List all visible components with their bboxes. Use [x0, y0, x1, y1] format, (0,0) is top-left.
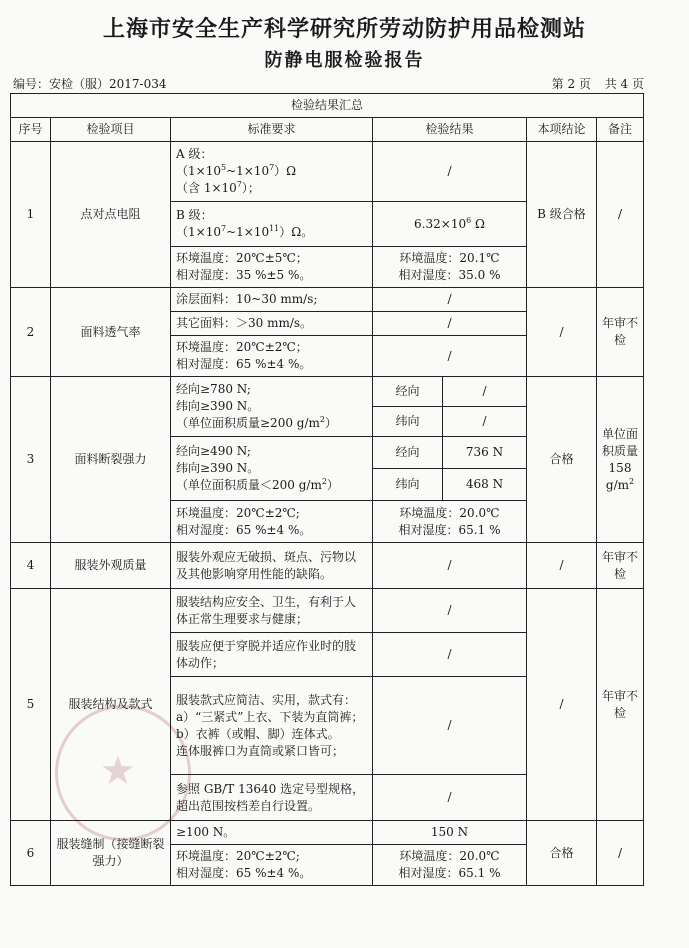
report-title: 防静电服检验报告	[264, 50, 425, 71]
table-caption: 检验结果汇总	[11, 94, 644, 118]
col-header-remark: 备注	[597, 118, 644, 142]
col-header-result: 检验结果	[373, 118, 527, 142]
row-no: 1	[11, 142, 51, 288]
table-row	[11, 142, 644, 202]
table-row: 纬向 /	[11, 407, 644, 437]
row-remark: 单位面积质量158 $g/m^2$	[597, 377, 644, 543]
result-cell: /	[373, 142, 527, 202]
org-title: 上海市安全生产科学研究所劳动防护用品检测站	[102, 16, 586, 42]
report-serial: 编号：安检（服）2017-034	[13, 77, 167, 91]
page-number: 第 2 页	[551, 77, 591, 91]
col-header-requirement: 标准要求	[171, 118, 373, 142]
col-header-conclusion: 本项结论	[527, 118, 597, 142]
results-table	[10, 93, 644, 886]
table-row: 4 服装外观质量 服装外观应无破损、斑点、污物以及其他影响穿用性能的缺陷。 / / 年审不检	[11, 543, 644, 589]
table-row: 环境温度：20℃±2℃; 相对湿度：65 %±4 %。 环境温度：20.0℃ 相对湿度：65.1 %	[11, 845, 644, 886]
table-header-row	[11, 118, 644, 142]
table-row: 纬向 468 N	[11, 469, 644, 501]
table-row: 环境温度：20℃±2℃; 相对湿度：65 %±4 %。 环境温度：20.0℃ 相对湿度：65.1 %	[11, 501, 644, 543]
table-row: 服装款式应简洁、实用，款式有： a）“三紧式”上衣、下装为直筒裤； b）衣裤（或帽、脚）连体式。 连体服裤口为直筒或紧口皆可； /	[11, 677, 644, 775]
page-total: 共 4 页	[604, 77, 644, 91]
table-row: 其它面料：＞30 mm/s。 /	[11, 312, 644, 336]
row-remark: /	[597, 142, 644, 288]
env-result-cell: 环境温度：20.1℃ 相对湿度：35.0 %	[373, 247, 527, 288]
table-row: 环境温度：20℃±2℃； 相对湿度：65 %±4 %。 /	[11, 336, 644, 377]
table-row: 服装应便于穿脱并适应作业时的肢体动作； /	[11, 633, 644, 677]
table-row: 参照 GB/T 13640 选定号型规格，超出范围按档差自行设置。 /	[11, 775, 644, 821]
table-row: 5 服装结构及款式 服装结构应安全、卫生，有利于人体正常生理要求与健康； / / 年审不检	[11, 589, 644, 633]
env-requirement-cell: 环境温度：20℃±5℃； 相对湿度：35 %±5 %。	[171, 247, 373, 288]
table-row: 经向≥490 N; 纬向≥390 N。 （单位面积质量＜200 $g/m^2$） 经向 736 N	[11, 437, 644, 469]
requirement-cell: B 级： $(1\times 10^7\sim 1\times 10^{11})\Omega$。	[171, 202, 373, 247]
table-row: 2 面料透气率 涂层面料：10~30 mm/s; / / 年审不检	[11, 288, 644, 312]
requirement-cell: A 级： $(1\times 10^5\sim 1\times 10^7)\Omega$ （含 $1\times 10^7$）；	[171, 142, 373, 202]
result-cell: $6.32\times 10^6$ Ω	[373, 202, 527, 247]
table-row: 6 服装缝制（接缝断裂强力） ≥100 N。 150 N 合格 /	[11, 821, 644, 845]
table-row: 3 面料断裂强力 经向≥780 N; 纬向≥390 N。 （单位面积质量≥200 $g/m^2$） 经向 / 合格 单位面积质量158 $g/m^2$	[11, 377, 644, 407]
page-indicator	[542, 75, 644, 92]
row-item: 点对点电阻	[51, 142, 171, 288]
col-header-item: 检验项目	[51, 118, 171, 142]
seal-star-icon: ★	[100, 748, 136, 794]
row-conclusion: B 级合格	[527, 142, 597, 288]
col-header-no: 序号	[11, 118, 51, 142]
